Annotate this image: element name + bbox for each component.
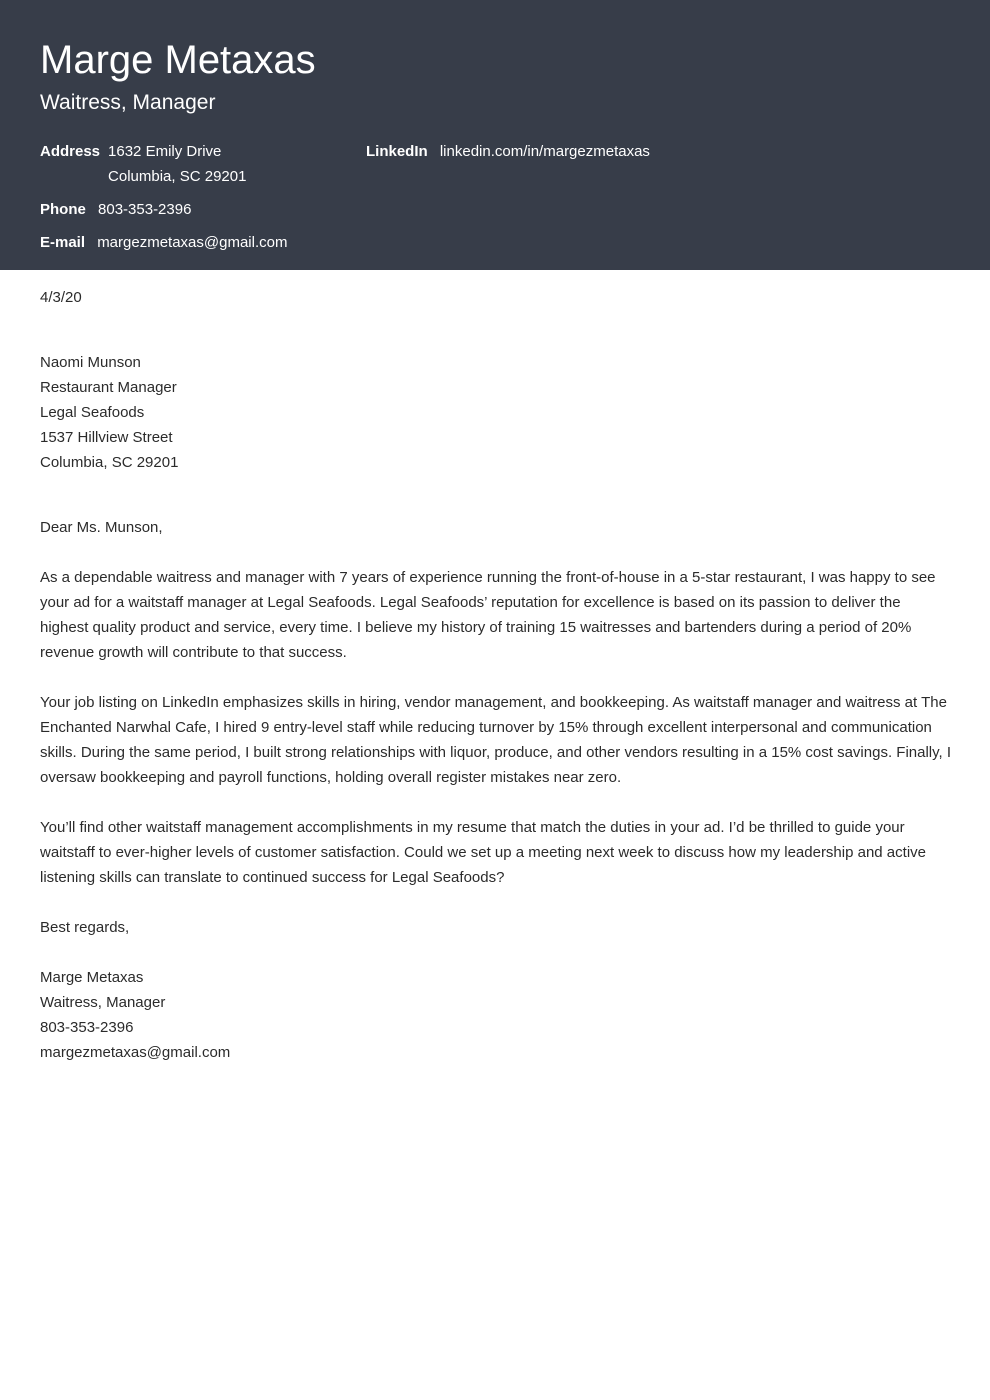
recipient-street: 1537 Hillview Street bbox=[40, 429, 173, 446]
signature-phone: 803-353-2396 bbox=[40, 1019, 134, 1036]
linkedin-link[interactable]: linkedin.com/in/margezmetaxas bbox=[439, 143, 650, 160]
greeting: Dear Ms. Munson, bbox=[40, 519, 163, 536]
recipient-block bbox=[40, 350, 952, 475]
address-label: Address bbox=[40, 143, 101, 160]
email-row bbox=[40, 230, 287, 255]
signature-block bbox=[40, 965, 952, 1065]
recipient-company: Legal Seafoods bbox=[40, 404, 145, 421]
paragraph-text: As a dependable waitress and manager with 7 years of experience running the front-of-house in a 5-star restaurant, I was happy to see your ad for a waitstaff manager at Legal Seafoods. Legal Seafoods’ reputation for excellence is based on its passion to deliver the highest quality product and service, every time. I believe my history of training 15 waitresses and bartenders during a period of 20% revenue growth will contribute to that success. bbox=[40, 569, 936, 661]
closing: Best regards, bbox=[40, 919, 130, 936]
letter-date: 4/3/20 bbox=[40, 289, 82, 306]
body-paragraph-3 bbox=[40, 815, 952, 890]
phone-row bbox=[40, 197, 191, 222]
linkedin-label: LinkedIn bbox=[366, 143, 428, 160]
recipient-city: Columbia, SC 29201 bbox=[40, 454, 179, 471]
applicant-name: Marge Metaxas bbox=[40, 38, 316, 82]
signature-email[interactable]: margezmetaxas@gmail.com bbox=[40, 1044, 231, 1061]
phone-value: 803-353-2396 bbox=[98, 201, 192, 218]
address-block bbox=[40, 139, 246, 189]
paragraph-text: Your job listing on LinkedIn emphasizes skills in hiring, vendor management, and bookkeeping. As waitstaff manager and waitress at The Enchanted Narwhal Cafe, I hired 9 entry-level staff while reducing turnover by 15% through excellent interpersonal and communication skills. During the same period, I built strong relationships with liquor, produce, and other vendors resulting in a 15% cost savings. Finally, I oversaw bookkeeping and payroll functions, holding overall register mistakes near zero. bbox=[40, 694, 952, 786]
recipient-position: Restaurant Manager bbox=[40, 379, 177, 396]
email-label: E-mail bbox=[40, 234, 86, 251]
applicant-title: Waitress, Manager bbox=[40, 91, 216, 114]
address-lines bbox=[108, 139, 246, 189]
email-link[interactable]: margezmetaxas@gmail.com bbox=[97, 234, 288, 251]
phone-label: Phone bbox=[40, 201, 86, 218]
header-banner bbox=[0, 0, 990, 270]
linkedin-row bbox=[366, 139, 650, 164]
signature-title: Waitress, Manager bbox=[40, 994, 166, 1011]
recipient-name: Naomi Munson bbox=[40, 354, 141, 371]
body-paragraph-1 bbox=[40, 565, 952, 665]
body-paragraph-2 bbox=[40, 690, 952, 790]
address-line-2: Columbia, SC 29201 bbox=[108, 168, 247, 185]
paragraph-text: You’ll find other waitstaff management accomplishments in my resume that match the duties in your ad. I’d be thrilled to guide your waitstaff to ever-higher levels of customer satisfaction. Could we set up a meeting next week to discuss how my leadership and active listening skills can translate to continued success for Legal Seafoods? bbox=[40, 819, 926, 886]
address-line-1: 1632 Emily Drive bbox=[108, 143, 222, 160]
signature-name: Marge Metaxas bbox=[40, 969, 144, 986]
